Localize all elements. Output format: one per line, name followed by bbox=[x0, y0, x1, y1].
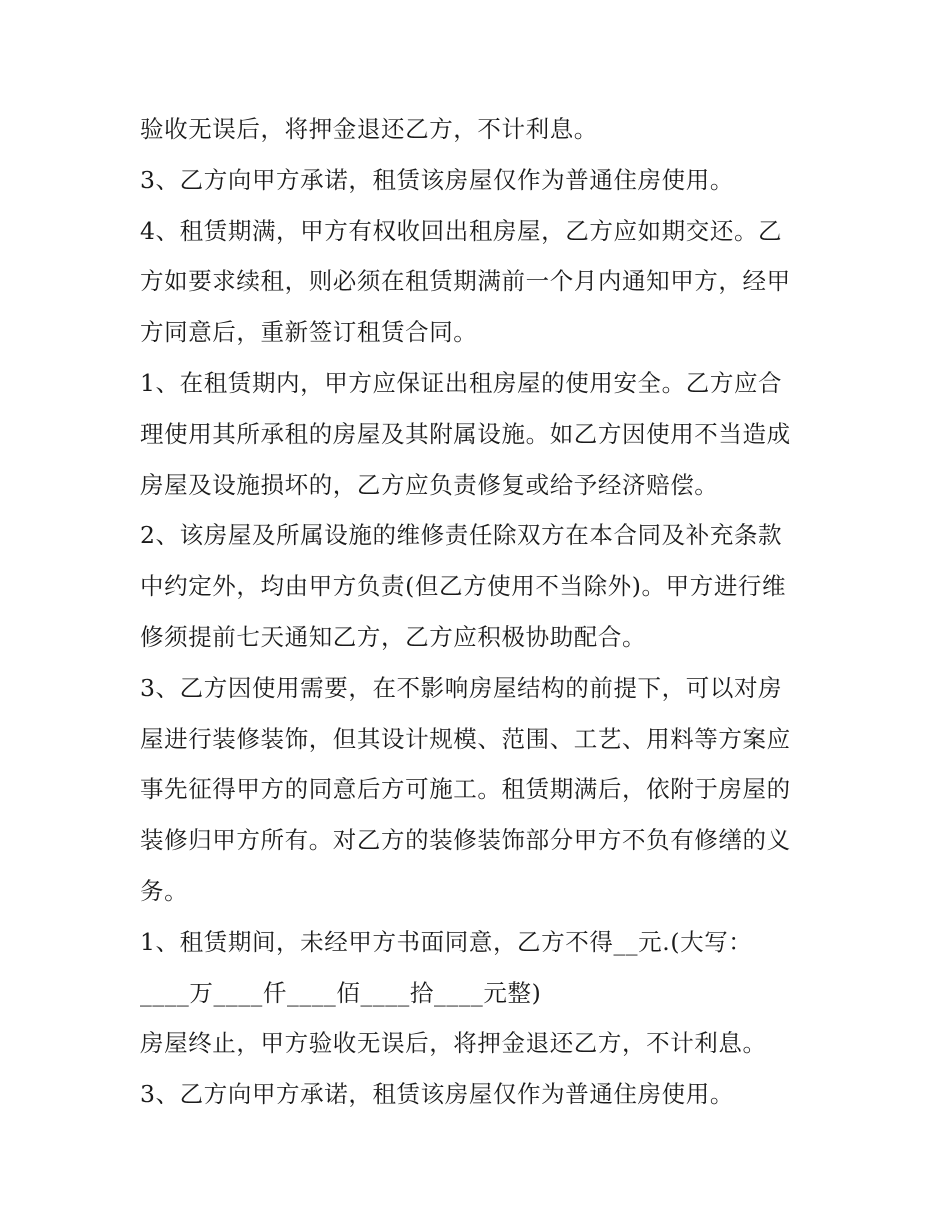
text-line: 4、租赁期满，甲方有权收回出租房屋，乙方应如期交还。乙 bbox=[140, 216, 783, 245]
text-line: 房屋及设施损坏的，乙方应负责修复或给予经济赔偿。 bbox=[140, 470, 719, 499]
text-line: 事先征得甲方的同意后方可施工。租赁期满后，依附于房屋的 bbox=[140, 775, 791, 804]
text-line: 3、乙方因使用需要，在不影响房屋结构的前提下，可以对房 bbox=[140, 673, 783, 702]
text-line: 方同意后，重新签订租赁合同。 bbox=[140, 318, 478, 347]
text-line: 1、在租赁期内，甲方应保证出租房屋的使用安全。乙方应合 bbox=[140, 368, 783, 397]
text-line: 屋进行装修装饰，但其设计规模、范围、工艺、用料等方案应 bbox=[140, 724, 791, 753]
text-line: 2、该房屋及所属设施的维修责任除双方在本合同及补充条款 bbox=[140, 521, 783, 550]
text-line: ____万____仟____佰____拾____元整) bbox=[140, 978, 542, 1007]
document-body bbox=[140, 104, 820, 1120]
text-line: 中约定外，均由甲方负责(但乙方使用不当除外)。甲方进行维 bbox=[140, 572, 787, 601]
text-line: 验收无误后，将押金退还乙方，不计利息。 bbox=[140, 115, 598, 143]
text-line: 1、租赁期间，未经甲方书面同意，乙方不得__元.(大写： bbox=[140, 927, 753, 956]
text-line: 务。 bbox=[140, 876, 189, 905]
text-line: 方如要求续租，则必须在租赁期满前一个月内通知甲方，经甲 bbox=[140, 267, 791, 296]
text-line: 装修归甲方所有。对乙方的装修装饰部分甲方不负有修缮的义 bbox=[140, 826, 791, 855]
text-line: 房屋终止，甲方验收无误后，将押金退还乙方，不计利息。 bbox=[140, 1029, 767, 1058]
text-line: 3、乙方向甲方承诺，租赁该房屋仅作为普通住房使用。 bbox=[140, 165, 734, 194]
text-line: 修须提前七天通知乙方，乙方应积极协助配合。 bbox=[140, 622, 647, 651]
text-line: 理使用其所承租的房屋及其附属设施。如乙方因使用不当造成 bbox=[140, 419, 791, 448]
text-line: 3、乙方向甲方承诺，租赁该房屋仅作为普通住房使用。 bbox=[140, 1080, 734, 1109]
